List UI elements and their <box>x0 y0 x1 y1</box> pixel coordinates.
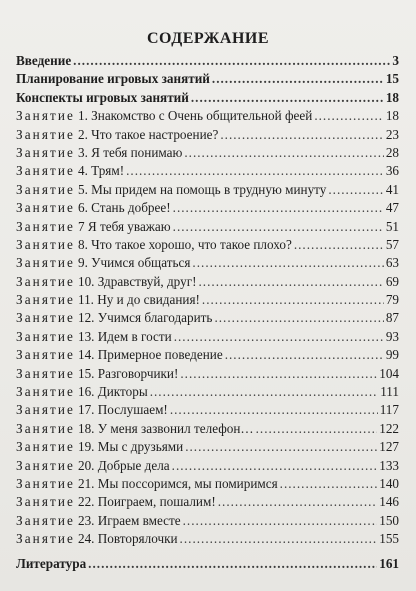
toc-lesson-prefix: Занятие <box>16 384 75 400</box>
toc-page-number: 41 <box>385 181 399 197</box>
toc-section-introduction <box>16 52 399 70</box>
toc-lesson-row <box>16 254 399 272</box>
toc-entry-label: 16. Дикторы <box>77 384 148 400</box>
toc-lesson-row <box>16 199 399 217</box>
toc-leader-dots <box>328 181 383 199</box>
toc-section-lesson-plans <box>16 89 399 107</box>
toc-lesson-prefix: Занятие <box>16 181 75 197</box>
toc-lesson-row <box>16 309 399 327</box>
toc-lesson-row <box>16 291 399 309</box>
toc-lesson-row <box>16 493 399 511</box>
toc-entry-label: 3. Я тебя понимаю <box>77 144 183 160</box>
toc-lesson-row <box>16 328 399 346</box>
toc-entry-label: 4. Трям! <box>77 163 125 179</box>
toc-lesson-row <box>16 512 399 530</box>
toc-page-number: 18 <box>385 108 399 124</box>
toc-lesson-row <box>16 144 399 162</box>
toc-leader-dots <box>280 475 378 493</box>
toc-lesson-list <box>16 107 399 548</box>
toc-lesson-prefix: Занятие <box>16 255 75 271</box>
toc-page-number: 28 <box>385 144 399 160</box>
toc-lesson-prefix: Занятие <box>16 347 75 363</box>
toc-leader-dots <box>214 309 383 327</box>
toc-lesson-prefix: Занятие <box>16 439 75 455</box>
toc-leader-dots <box>88 555 377 573</box>
toc-page-number: 3 <box>392 53 399 68</box>
toc-page-number: 79 <box>385 292 399 308</box>
toc-leader-dots <box>180 365 377 383</box>
toc-entry-label: 19. Мы с друзьями <box>77 439 184 455</box>
toc-entry-label: Планирование игровых занятий <box>16 71 210 87</box>
toc-lesson-prefix: Занятие <box>16 144 75 160</box>
toc-page-number: 117 <box>379 402 399 418</box>
toc-entry-label: 9. Учимся общаться <box>77 255 191 271</box>
toc-entry-label: Введение <box>16 53 72 68</box>
toc-page-number: 111 <box>380 384 399 400</box>
toc-lesson-row <box>16 126 399 144</box>
toc-leader-dots <box>314 107 384 125</box>
toc-leader-dots <box>172 457 378 475</box>
toc-entry-label: Литература <box>16 555 87 571</box>
toc-leader-dots <box>150 383 379 401</box>
toc-section-planning <box>16 70 399 88</box>
toc-leader-dots <box>220 126 383 144</box>
toc-page-number: 122 <box>379 420 399 436</box>
toc-lesson-prefix: Занятие <box>16 218 75 234</box>
toc-lesson-prefix: Занятие <box>16 420 75 436</box>
toc-lesson-row <box>16 346 399 364</box>
toc-leader-dots <box>294 236 384 254</box>
toc-page-number: 63 <box>385 255 399 271</box>
toc-lesson-prefix: Занятие <box>16 108 75 124</box>
toc-leader-dots <box>173 218 384 236</box>
toc-leader-dots <box>73 52 390 70</box>
toc-page-number: 127 <box>379 439 399 455</box>
toc-entry-label: 14. Примерное поведение <box>77 347 223 363</box>
toc-page-number: 69 <box>385 273 399 289</box>
toc-page-number: 87 <box>385 310 399 326</box>
toc-leader-dots <box>173 199 384 217</box>
toc-page-number: 57 <box>385 236 399 252</box>
toc-page-number: 93 <box>385 328 399 344</box>
toc-entry-label: 20. Добрые дела <box>77 457 170 473</box>
toc-lesson-prefix: Занятие <box>16 531 75 547</box>
toc-page-number: 161 <box>379 555 399 571</box>
toc-lesson-prefix: Занятие <box>16 475 75 491</box>
toc-entry-label: 7 Я тебя уважаю <box>77 218 171 234</box>
toc-lesson-prefix: Занятие <box>16 200 75 216</box>
toc-page-number: 51 <box>385 218 399 234</box>
toc-page-number: 155 <box>379 531 399 547</box>
toc-entry-label: 1. Знакомство с Очень общительной феей <box>77 108 313 124</box>
toc-entry-label: 2. Что такое настроение? <box>77 126 219 142</box>
toc-lesson-prefix: Занятие <box>16 292 75 308</box>
toc-lesson-prefix: Занятие <box>16 457 75 473</box>
toc-entry-label: 22. Поиграем, пошалим! <box>77 494 216 510</box>
toc-lesson-prefix: Занятие <box>16 163 75 179</box>
toc-entry-label: 17. Послушаем! <box>77 402 168 418</box>
toc-entry-label: 15. Разговорчики! <box>77 365 179 381</box>
toc-lesson-prefix: Занятие <box>16 273 75 289</box>
toc-leader-dots <box>174 328 384 346</box>
toc-entry-label: 6. Стань добрее! <box>77 200 171 216</box>
toc-leader-dots <box>191 89 384 107</box>
toc-page-number: 15 <box>385 71 399 87</box>
toc-leader-dots <box>202 291 384 309</box>
table-of-contents <box>16 52 399 573</box>
toc-page-number: 140 <box>379 475 399 491</box>
toc-lesson-row <box>16 457 399 475</box>
toc-entry-label: 21. Мы поссоримся, мы помиримся <box>77 475 278 491</box>
toc-page-number: 47 <box>385 200 399 216</box>
toc-entry-label: 12. Учимся благодарить <box>77 310 213 326</box>
toc-leader-dots <box>184 144 383 162</box>
toc-page-number: 36 <box>385 163 399 179</box>
toc-leader-dots <box>199 273 384 291</box>
toc-lesson-row <box>16 420 399 438</box>
toc-lesson-prefix: Занятие <box>16 310 75 326</box>
toc-lesson-row <box>16 236 399 254</box>
toc-lesson-row <box>16 365 399 383</box>
toc-lesson-row <box>16 273 399 291</box>
toc-entry-label: 24. Повторялочки <box>77 531 178 547</box>
toc-leader-dots <box>218 493 377 511</box>
toc-entry-label: 11. Ну и до свидания! <box>77 292 200 308</box>
toc-entry-label: 8. Что такое хорошо, что такое плохо? <box>77 236 292 252</box>
toc-leader-dots <box>180 530 378 548</box>
toc-section-literature <box>16 555 399 573</box>
toc-lesson-prefix: Занятие <box>16 512 75 528</box>
toc-lesson-prefix: Занятие <box>16 402 75 418</box>
toc-page-number: 150 <box>379 512 399 528</box>
toc-lesson-row <box>16 181 399 199</box>
toc-lesson-row <box>16 530 399 548</box>
toc-entry-label: Конспекты игровых занятий <box>16 89 189 105</box>
toc-lesson-prefix: Занятие <box>16 236 75 252</box>
toc-lesson-prefix: Занятие <box>16 494 75 510</box>
toc-lesson-row <box>16 383 399 401</box>
toc-entry-label: 23. Играем вместе <box>77 512 181 528</box>
toc-page-number: 104 <box>379 365 399 381</box>
toc-entry-label: 18. У меня зазвонил телефон… <box>77 420 254 436</box>
toc-leader-dots <box>183 512 378 530</box>
toc-lesson-row <box>16 401 399 419</box>
toc-entry-label: 10. Здравствуй, друг! <box>77 273 197 289</box>
toc-entry-label: 13. Идем в гости <box>77 328 172 344</box>
page-title: СОДЕРЖАНИЕ <box>146 30 270 47</box>
toc-lesson-row <box>16 438 399 456</box>
toc-lesson-prefix: Занятие <box>16 126 75 142</box>
toc-lesson-prefix: Занятие <box>16 328 75 344</box>
toc-leader-dots <box>212 70 384 88</box>
toc-page-number: 99 <box>385 347 399 363</box>
toc-leader-dots <box>192 254 383 272</box>
toc-lesson-row <box>16 162 399 180</box>
toc-lesson-prefix: Занятие <box>16 365 75 381</box>
toc-lesson-row <box>16 107 399 125</box>
toc-page-number: 146 <box>379 494 399 510</box>
toc-leader-dots <box>256 420 378 438</box>
toc-leader-dots <box>126 162 384 180</box>
toc-entry-label: 5. Мы придем на помощь в трудную минуту <box>77 181 327 197</box>
toc-lesson-row <box>16 218 399 236</box>
toc-page-number: 133 <box>379 457 399 473</box>
toc-page-number: 18 <box>385 89 399 105</box>
toc-page-number: 23 <box>385 126 399 142</box>
toc-lesson-row <box>16 475 399 493</box>
toc-leader-dots <box>225 346 384 364</box>
toc-leader-dots <box>170 401 378 419</box>
toc-leader-dots <box>185 438 377 456</box>
